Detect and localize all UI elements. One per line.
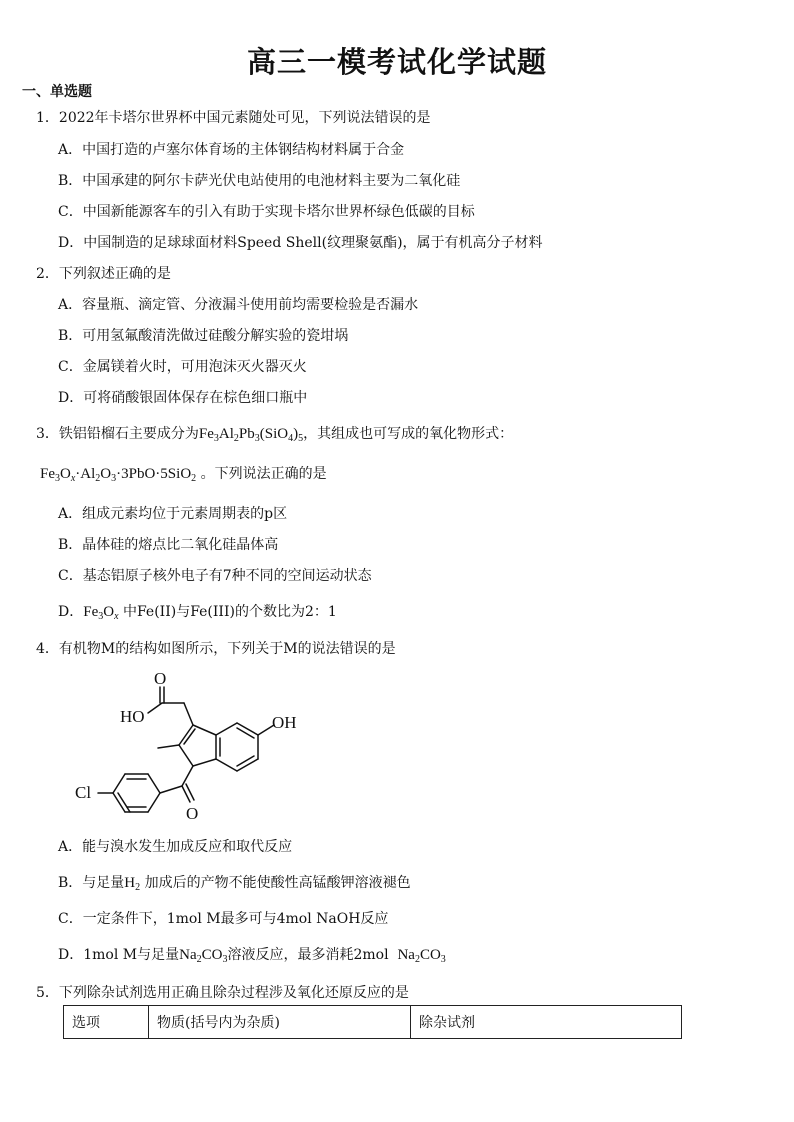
q4-option-a: A．能与溴水发生加成反应和取代反应	[58, 839, 293, 855]
structure-diagram-m	[60, 662, 320, 822]
q3-option-d-prefix: D．	[58, 604, 84, 620]
label-ho: HO	[120, 707, 145, 726]
q2-stem: 2．下列叙述正确的是	[36, 266, 171, 282]
formula-na2co3-first: $Na_2CO_3$	[179, 947, 228, 965]
q3-stem-prefix: 3．铁铝铅榴石主要成分为	[36, 426, 199, 442]
q4-option-b-suffix: 加成后的产物不能使酸性高锰酸钾溶液褪色	[144, 875, 411, 891]
q4-option-b-prefix: B．与足量	[58, 875, 125, 891]
label-o-top: O	[154, 669, 167, 688]
q4-stem: 4．有机物M的结构如图所示，下列关于M的说法错误的是	[36, 641, 396, 657]
formula-fe3al2pb3sio4: $Fe_3Al_2Pb_3(SiO_4)_5$	[198, 426, 304, 444]
q3-option-d-suffix: 中Fe(II)与Fe(III)的个数比为2：1	[122, 604, 337, 620]
q1-option-b: B．中国承建的阿尔卡萨光伏电站使用的电池材料主要为二氧化硅	[58, 173, 461, 189]
q3-line2-suffix: 。下列说法正确的是	[200, 466, 327, 482]
q1-stem: 1．2022年卡塔尔世界杯中国元素随处可见，下列说法错误的是	[36, 110, 431, 126]
page-title: 高三一模考试化学试题	[246, 45, 547, 79]
q4-option-d-mid: 溶液反应，最多消耗2mol	[227, 947, 389, 963]
q2-option-d: D．可将硝酸银固体保存在棕色细口瓶中	[58, 390, 308, 406]
q4-option-d-prefix: D．1mol M与足量	[58, 947, 180, 963]
q5-table	[63, 1005, 682, 1039]
q4-option-d	[58, 944, 446, 964]
label-cl: Cl	[75, 783, 92, 802]
table-header-row	[64, 1006, 682, 1039]
formula-na2co3-second: $Na_2CO_3$	[397, 947, 446, 965]
table-header-cell: 选项	[64, 1006, 149, 1039]
formula-fe3ox: $Fe_3O_x$	[83, 604, 119, 622]
q3-option-a: A．组成元素均位于元素周期表的p区	[58, 506, 288, 522]
label-oh: OH	[272, 713, 297, 732]
q4-option-b	[58, 872, 411, 892]
q2-option-b: B．可用氢氟酸清洗做过硅酸分解实验的瓷坩埚	[58, 328, 349, 344]
q2-option-c: C．金属镁着火时，可用泡沫灭火器灭火	[58, 359, 307, 375]
formula-oxide-form: $Fe_3O_x\cdot Al_2O_3\cdot 3PbO\cdot 5SiO_2$	[40, 466, 197, 484]
q4-option-c: C．一定条件下，1mol M最多可与4mol NaOH反应	[58, 911, 389, 927]
q3-stem	[36, 423, 513, 443]
q1-option-a: A．中国打造的卢塞尔体育场的主体钢结构材料属于合金	[58, 142, 405, 158]
q2-option-a: A．容量瓶、滴定管、分液漏斗使用前均需要检验是否漏水	[58, 297, 419, 313]
q3-option-c: C．基态铝原子核外电子有7种不同的空间运动状态	[58, 568, 372, 584]
q3-stem-suffix: ，其组成也可写成的氧化物形式：	[303, 426, 514, 442]
q3-option-b: B．晶体硅的熔点比二氧化硅晶体高	[58, 537, 279, 553]
q5-stem: 5．下列除杂试剂选用正确且除杂过程涉及氧化还原反应的是	[36, 985, 409, 1001]
q3-option-d	[58, 601, 337, 621]
q1-option-c: C．中国新能源客车的引入有助于实现卡塔尔世界杯绿色低碳的目标	[58, 204, 475, 220]
label-o-bottom: O	[186, 804, 199, 822]
table-header-cell: 除杂试剂	[411, 1006, 682, 1039]
formula-h2: $H_2$	[124, 875, 141, 893]
table-header-cell: 物质(括号内为杂质)	[149, 1006, 411, 1039]
q1-option-d: D．中国制造的足球球面材料Speed Shell(纹理聚氨酯)，属于有机高分子材料	[58, 235, 543, 251]
section-heading: 一、单选题	[22, 84, 92, 100]
q3-oxide-line	[40, 463, 327, 483]
